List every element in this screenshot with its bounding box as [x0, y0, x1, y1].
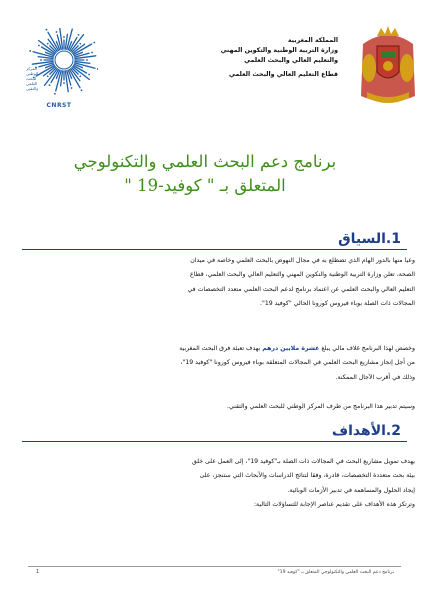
ministry-header: [138, 36, 338, 80]
coat-of-arms-emblem: [357, 22, 419, 112]
sunburst-dot: [54, 93, 56, 95]
text-line: وذلك في أقرب الآجال الممكنة.: [335, 373, 415, 381]
program-title-line-2: المتعلق بـ " كوفيد-19 ": [124, 176, 286, 195]
sunburst-dot: [79, 75, 81, 77]
cnrst-abbreviation: CNRST: [46, 102, 72, 109]
sunburst-dot: [88, 74, 90, 76]
footer-divider: [28, 566, 401, 567]
budget-text-post: بهدف تعبئة فرق البحث المغربية: [179, 345, 263, 352]
sunburst-dot: [97, 68, 98, 70]
text-line: بيئة بحث متعددة التخصصات، قادرة، وفقا لنتائج الدراسات والأبحاث التي ستنجز، على: [199, 472, 415, 480]
sunburst-dot: [91, 52, 93, 54]
footer-text: برنامج دعم البحث العلمي والتكنولوجي المتعلق بـ "كوفيد 19": [277, 570, 394, 575]
sunburst-dot: [56, 31, 58, 33]
paragraph-context-1: [30, 254, 415, 311]
sunburst-dot: [93, 42, 95, 44]
cnrst-logo: [20, 28, 98, 114]
text-line: من أجل إنجاز مشاريع البحث العلمي في المجالات المتعلقة بوباء فيروس كورونا "كوفيد 19"،: [180, 359, 415, 367]
sunburst-dot: [71, 87, 73, 89]
sunburst-dot: [46, 29, 48, 31]
text-line: وعيا منها بالدور الهام الذي تضطلع به في مجال النهوض بالبحث العلمي وخاصة في ميدان: [190, 257, 415, 264]
text-line: الصحة، تعلن وزارة التربية الوطنية والتكوين المهني والتعليم العالي والبحث العلمي، قطاع: [190, 271, 415, 279]
section-divider: [22, 441, 407, 442]
cnrst-arabic-name: المركز الوطني للبحث العلمي والتقني: [26, 66, 39, 91]
text-line: وترتكز هذه الأهداف على تقديم عناصر الإجابة للتساؤلات التالية:: [253, 500, 415, 508]
sunburst-dot: [40, 59, 42, 61]
section-heading-goals: 2.الأهداف: [331, 423, 401, 439]
coat-of-arms-icon: [357, 22, 419, 112]
sunburst-dot: [49, 84, 51, 86]
text-line: [30, 342, 415, 356]
budget-amount: عشرة ملايين درهم: [262, 345, 320, 352]
sunburst-dot: [78, 34, 80, 36]
paragraph-context-2: [30, 342, 415, 385]
sunburst-dot: [47, 75, 49, 77]
program-title-line-1: برنامج دعم البحث العلمي والتكنولوجي: [73, 152, 337, 171]
ministry-line-higher-ed: والتعليم العالي والبحث العلمي: [244, 57, 338, 64]
ministry-line-sector: قطاع التعليم العالي والبحث العلمي: [228, 71, 338, 78]
budget-text-pre: وخصص لهذا البرنامج غلاف مالي يبلغ: [319, 345, 415, 352]
text-line: وسيتم تدبير هذا البرنامج من طرف المركز الوطني للبحث العلمي والتقني.: [226, 403, 415, 410]
sunburst-dot: [63, 82, 65, 84]
page-number: 1: [36, 569, 40, 575]
sunburst-dot: [38, 45, 40, 47]
sunburst-dot: [47, 43, 49, 45]
section-divider: [22, 249, 407, 250]
section-heading-context: 1.السياق: [338, 231, 401, 247]
sunburst-dot: [79, 43, 81, 45]
ministry-line-ministry: وزارة التربية الوطنية والتكوين المهني: [220, 47, 338, 54]
sunburst-dot: [81, 89, 83, 91]
text-line: المجالات ذات الصلة بوباء فيروس كورونا الحالي "كوفيد 19".: [259, 299, 415, 307]
text-line: التعليم العالي والبحث العلمي عن اعتماد برنامج لدعم البحث العلمي متعدد التخصصات في: [187, 285, 415, 293]
text-line: يهدف تمويل مشاريع البحث في المجالات ذات الصلة بـ"كوفيد 19"، إلى العمل على خلق: [191, 458, 415, 465]
sunburst-dot: [29, 50, 31, 52]
program-title: [60, 150, 350, 198]
ministry-line-kingdom: المملكة المغربية: [287, 37, 338, 44]
paragraph-goals: [30, 455, 415, 512]
paragraph-context-3: [30, 400, 415, 414]
sunburst-dot: [86, 59, 88, 61]
sunburst-dot: [63, 36, 65, 38]
text-line: إيجاد الحلول والمساهمة في تدبير الأزمات الوبائية.: [287, 486, 415, 494]
